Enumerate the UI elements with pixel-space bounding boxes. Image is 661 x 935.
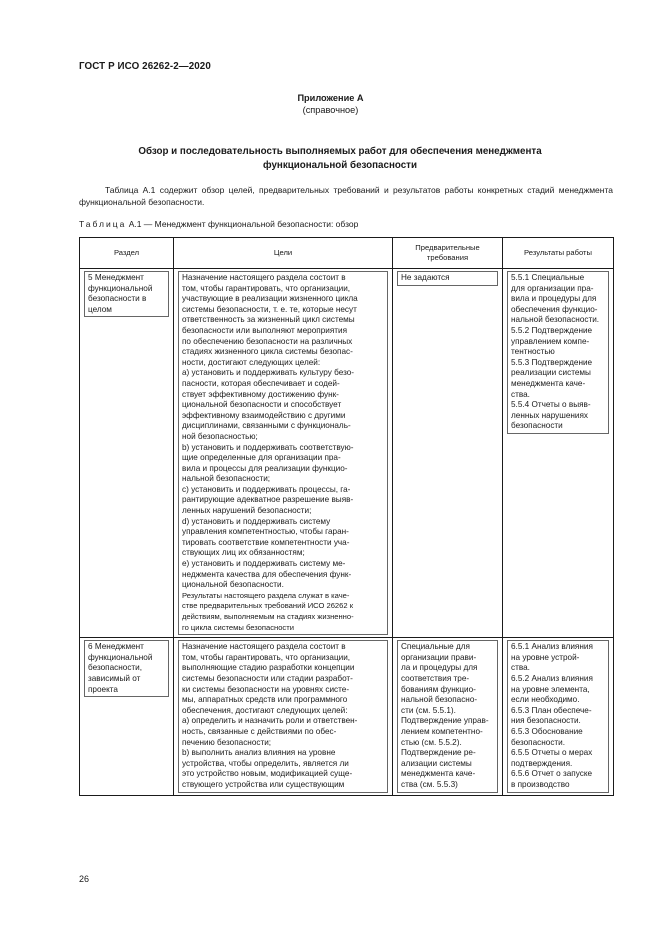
cell-requirements <box>393 269 503 638</box>
cell-line: безопасности <box>511 421 563 431</box>
header-goals: Цели <box>174 238 393 269</box>
cell-line: 6 Менеджмент <box>88 642 144 652</box>
cell-line: функциональной <box>88 283 153 293</box>
cell-line: лением компетентно- <box>401 726 483 736</box>
cell-goals <box>174 269 393 638</box>
cell-line: ности, достигают следующих целей: <box>182 357 321 367</box>
cell-content <box>397 271 498 286</box>
cell-line: 6.5.3 Обоснование <box>511 726 583 736</box>
cell-line: Подтверждение ре- <box>401 748 476 758</box>
cell-line: нальной безопасности; <box>182 474 271 484</box>
cell-line: го цикла системы безопасности <box>182 622 294 632</box>
cell-line: выполняющие стадию разработки концепции <box>182 663 355 673</box>
cell-line: ства (см. 5.5.3) <box>401 779 458 789</box>
cell-line: системы безопасности или стадии разработ- <box>182 673 353 683</box>
cell-line: тентностью <box>511 347 555 357</box>
cell-line: ствующего устройства или существующим <box>182 779 345 789</box>
cell-line: 5 Менеджмент <box>88 273 144 282</box>
cell-line: Подтверждение управ- <box>401 716 489 726</box>
document-title-line: функциональной безопасности <box>263 160 417 171</box>
cell-line: ства. <box>511 663 530 673</box>
header-requirements-text: Предварительные требования <box>415 243 480 262</box>
cell-line: e) установить и поддерживать систему ме- <box>182 559 346 569</box>
table-header-row <box>80 238 614 269</box>
cell-line: ния безопасности. <box>511 716 581 726</box>
cell-line: b) установить и поддерживать соответствую- <box>182 442 354 452</box>
cell-line: в производство <box>511 779 570 789</box>
cell-line: а) установить и поддерживать культуру безо- <box>182 368 355 378</box>
cell-line: управлением компе- <box>511 336 590 346</box>
cell-requirements <box>393 638 503 795</box>
header-section: Раздел <box>80 238 174 269</box>
cell-line: вила и процессы для реализации функцио- <box>182 463 348 473</box>
cell-line: ответственность за жизненный цикл системы <box>182 315 355 325</box>
cell-line: участвующие в реализации жизненного цикла <box>182 294 358 304</box>
cell-line: 6.5.2 Анализ влияния <box>511 673 593 683</box>
cell-line: стадиях жизненного цикла системы безопас- <box>182 347 353 357</box>
cell-content <box>507 271 609 434</box>
cell-line: 6.5.3 План обеспече- <box>511 705 592 715</box>
document-title-line: Обзор и последовательность выполняемых работ для обеспечения менеджмента <box>138 146 542 157</box>
cell-line: по обеспечению безопасности на различных <box>182 336 353 346</box>
cell-content <box>397 640 498 792</box>
cell-line: зависимый от <box>88 673 141 683</box>
cell-line: организации прави- <box>401 652 477 662</box>
cell-line: Специальные для <box>401 642 470 652</box>
cell-line: ализации системы <box>401 758 472 768</box>
cell-line: 6.5.1 Анализ влияния <box>511 642 593 652</box>
cell-content <box>84 640 169 697</box>
appendix-subtitle: (справочное) <box>302 105 359 115</box>
cell-line: эффективному взаимодействию с другими <box>182 410 346 420</box>
cell-line: системы безопасности, т. е. те, которые несут <box>182 304 357 314</box>
cell-line: рантирующие адекватное разрешение выяв- <box>182 495 354 505</box>
cell-line: безопасности или выполняют мероприятия <box>182 325 348 335</box>
intro-paragraph: Таблица А.1 содержит обзор целей, предварительных требований и результатов работы конкретных стадий менеджмента функциональной безопасности. <box>79 185 613 207</box>
cell-line: 6.5.6 Отчет о запуске <box>511 769 593 779</box>
cell-line: пасности, которая обеспечивает и содей- <box>182 378 340 388</box>
cell-line: том, чтобы гарантировать, что организации, <box>182 283 351 293</box>
cell-line: ленных нарушениях <box>511 410 589 420</box>
cell-line: это устройство новым, модификацией суще- <box>182 769 353 779</box>
cell-line: ствует эффективному достижению функ- <box>182 389 339 399</box>
cell-line: для организации пра- <box>511 283 594 293</box>
cell-line: ленных нарушений безопасности; <box>182 506 312 516</box>
cell-line: 5.5.2 Подтверждение <box>511 325 593 335</box>
cell-line: целом <box>88 304 112 314</box>
cell-line: Назначение настоящего раздела состоит в <box>182 273 346 282</box>
cell-line: обеспечения функцио- <box>511 304 598 314</box>
standard-header: ГОСТ Р ИСО 26262-2—2020 <box>79 61 211 72</box>
cell-line: ность, связанные с действиями по обес- <box>182 726 337 736</box>
appendix-title: Приложение А <box>297 93 364 103</box>
overview-table <box>79 237 614 796</box>
page-number: 26 <box>79 874 90 884</box>
cell-line: стью (см. 5.5.2). <box>401 737 462 747</box>
document-title <box>90 145 590 173</box>
cell-line: мы, аппаратных средств или программного <box>182 695 348 705</box>
table-caption <box>79 219 358 229</box>
cell-line: функциональной <box>88 652 153 662</box>
cell-content <box>84 271 169 317</box>
cell-line: b) выполнить анализ влияния на уровне <box>182 748 336 758</box>
cell-line: циональной безопасности. <box>182 580 284 590</box>
cell-line: тировать соответствие компетентности уча- <box>182 537 350 547</box>
cell-line: печению безопасности; <box>182 737 272 747</box>
cell-line: Назначение настоящего раздела состоит в <box>182 642 346 652</box>
cell-line: если необходимо. <box>511 695 580 705</box>
header-requirements <box>393 238 503 269</box>
cell-content <box>178 640 388 792</box>
cell-line: ки системы безопасности на уровнях систе- <box>182 684 350 694</box>
cell-line: дисциплинами, связанными с функциональ- <box>182 421 351 431</box>
cell-section <box>80 638 174 795</box>
cell-line: Не задаются <box>401 273 450 282</box>
cell-goals <box>174 638 393 795</box>
cell-line: 6.5.5 Отчеты о мерах <box>511 748 593 758</box>
cell-line: проекта <box>88 684 118 694</box>
cell-line: обеспечения, достигают следующих целей: <box>182 705 348 715</box>
cell-line: 5.5.3 Подтверждение <box>511 357 593 367</box>
table-caption-text: А.1 — Менеджмент функциональной безопасности: обзор <box>126 219 359 229</box>
cell-line: на уровне устрой- <box>511 652 580 662</box>
cell-line: 5.5.4 Отчеты о выяв- <box>511 400 591 410</box>
cell-results <box>503 269 614 638</box>
table-row <box>80 638 614 795</box>
header-results: Результаты работы <box>503 238 614 269</box>
cell-results <box>503 638 614 795</box>
cell-line: устройства, чтобы определить, является ли <box>182 758 349 768</box>
cell-line: ла и процедуры для <box>401 663 478 673</box>
cell-section <box>80 269 174 638</box>
cell-line: бованиям функцио- <box>401 684 476 694</box>
cell-line: щие определенные для организации пра- <box>182 453 341 463</box>
cell-line: неджмента качества для обеспечения функ- <box>182 569 352 579</box>
cell-line: на уровне элемента, <box>511 684 590 694</box>
cell-line: ствующих лиц их обязанностям; <box>182 548 305 558</box>
cell-line: подтверждения. <box>511 758 573 768</box>
cell-line: Результаты настоящего раздела служат в каче- <box>182 590 350 600</box>
cell-line: действиям, выполняемым на стадиях жизненно- <box>182 612 354 621</box>
cell-line: соответствия тре- <box>401 673 470 683</box>
cell-line: c) установить и поддерживать процессы, га- <box>182 484 351 494</box>
cell-line: d) установить и поддерживать систему <box>182 516 331 526</box>
cell-line: а) определить и назначить роли и ответствен- <box>182 716 358 726</box>
cell-line: нальной безопасности. <box>511 315 600 325</box>
cell-content <box>507 640 609 792</box>
cell-line: безопасности в <box>88 294 147 304</box>
cell-line: ной безопасностью; <box>182 431 258 441</box>
table-row <box>80 269 614 638</box>
cell-line: менеджмента каче- <box>401 769 476 779</box>
cell-line: безопасности. <box>511 737 566 747</box>
cell-line: управления компетентностью, чтобы гаран- <box>182 527 349 537</box>
cell-line: нальной безопасно- <box>401 695 478 705</box>
cell-line: стве предварительных требований ИСО 26262 к <box>182 601 354 611</box>
cell-line: вила и процедуры для <box>511 294 597 304</box>
cell-line: безопасности, <box>88 663 143 673</box>
cell-line: менеджмента каче- <box>511 378 586 388</box>
cell-line: реализации системы <box>511 368 591 378</box>
table-caption-prefix: Таблица <box>79 219 127 229</box>
cell-line: сти (см. 5.5.1). <box>401 705 456 715</box>
cell-line: циональной безопасности и способствует <box>182 400 342 410</box>
cell-line: 5.5.1 Специальные <box>511 273 585 282</box>
cell-line: ства. <box>511 389 530 399</box>
cell-line: том, чтобы гарантировать, что организации, <box>182 652 351 662</box>
cell-content <box>178 271 388 635</box>
